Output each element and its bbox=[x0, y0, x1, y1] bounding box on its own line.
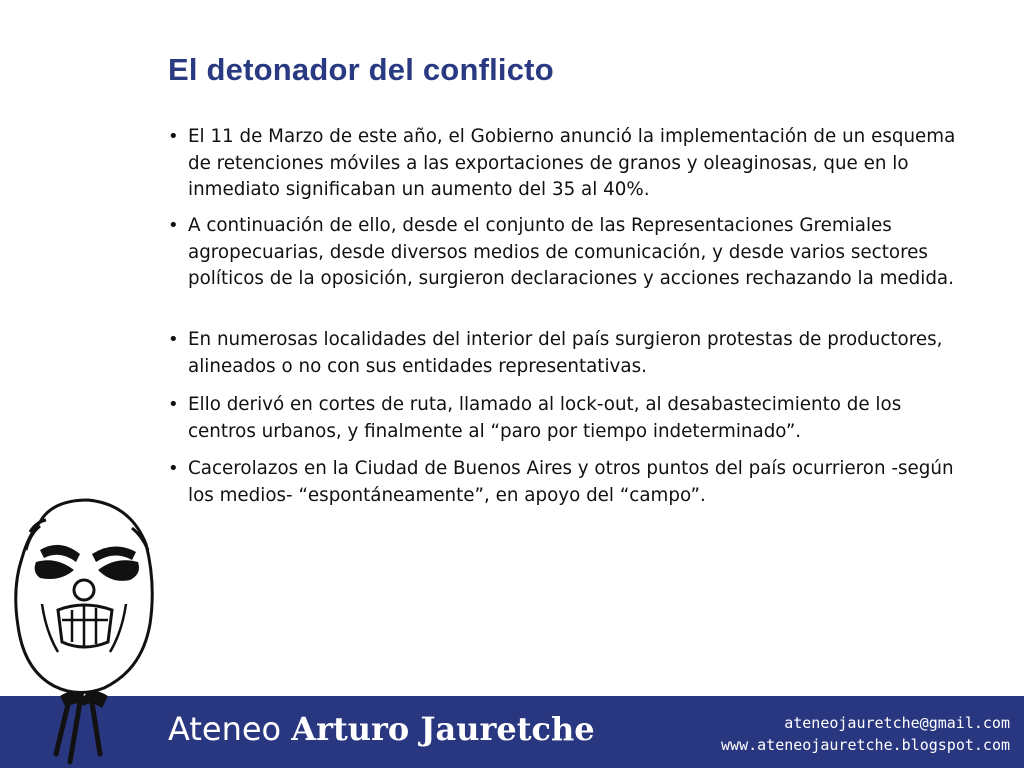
caricature-portrait-icon bbox=[0, 492, 170, 768]
bullet-dot: • bbox=[168, 329, 179, 350]
bullet-item bbox=[168, 124, 968, 204]
bullet-item bbox=[168, 213, 968, 293]
brand-arturo-jauretche: Arturo Jauretche bbox=[291, 710, 595, 748]
footer-contact bbox=[721, 712, 1010, 756]
footer-brand bbox=[168, 710, 595, 748]
bullet-text: Cacerolazos en la Ciudad de Buenos Aires y otros puntos del país ocurrieron -según los medios- “espontáneamente”, en apoyo del “campo”. bbox=[188, 458, 954, 506]
bullet-dot: • bbox=[168, 394, 179, 415]
brand-ateneo: Ateneo bbox=[168, 710, 282, 748]
bullet-text: A continuación de ello, desde el conjunto de las Representaciones Gremiales agropecuarias, desde diversos medios de comunicación, y desde varios sectores políticos de la oposición, surgieron declaraciones y acciones rechazando la medida. bbox=[188, 215, 954, 289]
bullet-dot: • bbox=[168, 126, 179, 147]
footer-email: ateneojauretche@gmail.com bbox=[784, 714, 1010, 732]
bullet-dot: • bbox=[168, 215, 179, 236]
bullet-dot: • bbox=[168, 458, 179, 479]
bullet-item bbox=[168, 392, 968, 445]
bullet-text: En numerosas localidades del interior del país surgieron protestas de productores, alineados o no con sus entidades representativas. bbox=[188, 329, 943, 377]
slide-title: El detonador del conflicto bbox=[168, 52, 554, 87]
footer-website: www.ateneojauretche.blogspot.com bbox=[721, 736, 1010, 754]
bullet-item bbox=[168, 456, 968, 509]
bullet-item bbox=[168, 327, 968, 380]
bullet-text: Ello derivó en cortes de ruta, llamado al lock-out, al desabastecimiento de los centros urbanos, y finalmente al “paro por tiempo indeterminado”. bbox=[188, 394, 902, 442]
bullet-text: El 11 de Marzo de este año, el Gobierno anunció la implementación de un esquema de retenciones móviles a las exportaciones de granos y oleaginosas, que en lo inmediato significaban un aumento del 35 al 40%. bbox=[188, 126, 956, 200]
